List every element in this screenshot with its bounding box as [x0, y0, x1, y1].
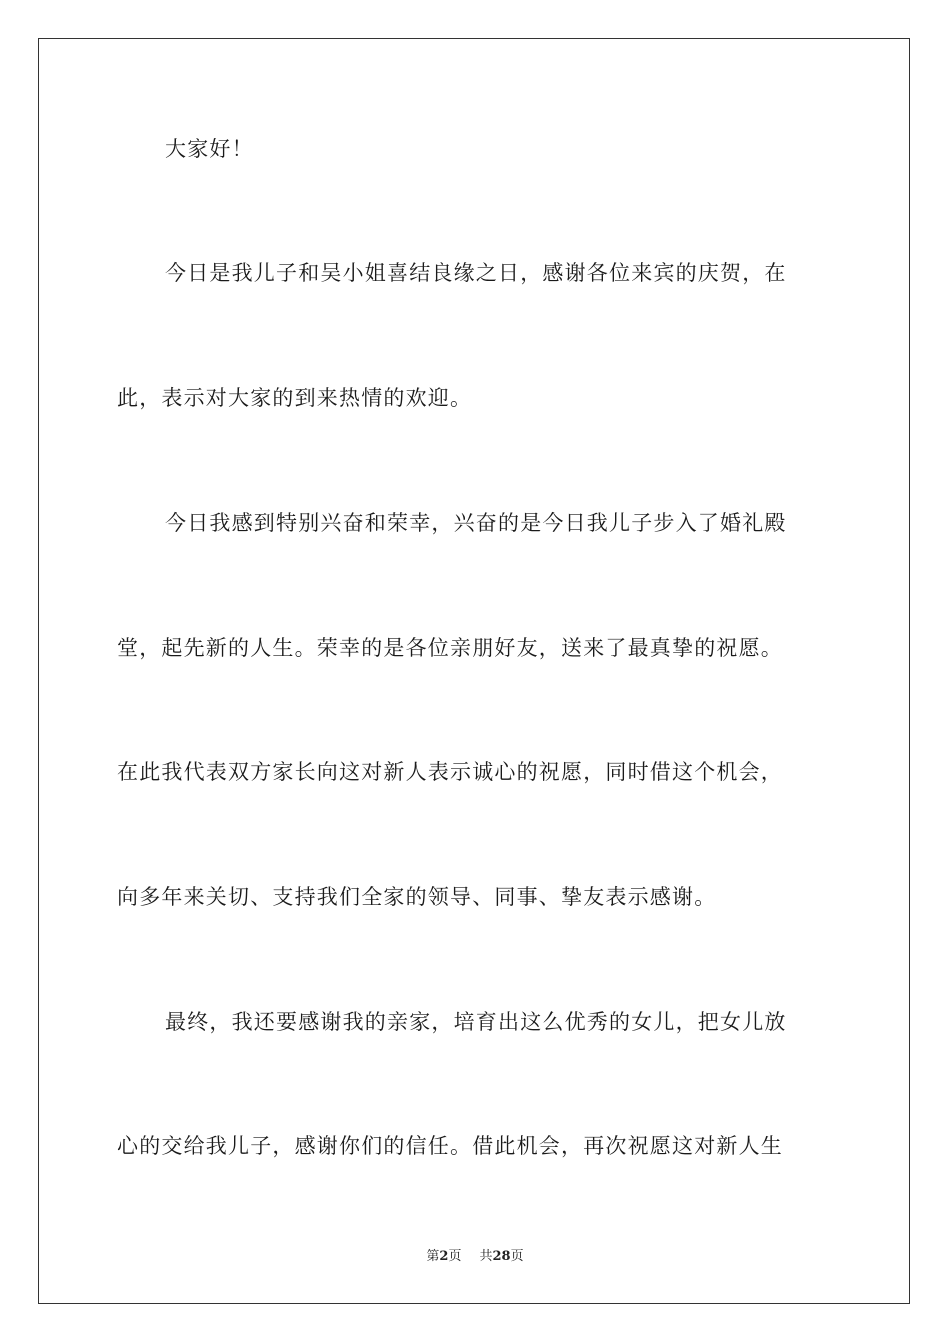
page-footer	[0, 1247, 950, 1267]
total-prefix: 共	[479, 1249, 493, 1264]
paragraph-line: 在此我代表双方家长向这对新人表示诚心的祝愿，同时借这个机会，	[117, 760, 783, 784]
page-suffix: 页	[448, 1249, 462, 1264]
page-border	[38, 38, 910, 1304]
paragraph-line: 今日是我儿子和吴小姐喜结良缘之日，感谢各位来宾的庆贺，在	[165, 261, 787, 285]
page-number: 2	[439, 1249, 449, 1264]
total-pages: 28	[492, 1249, 511, 1264]
paragraph-line: 今日我感到特别兴奋和荣幸，兴奋的是今日我儿子步入了婚礼殿	[165, 511, 787, 535]
total-suffix: 页	[510, 1249, 524, 1264]
paragraph-line: 心的交给我儿子，感谢你们的信任。借此机会，再次祝愿这对新人生	[117, 1134, 783, 1158]
paragraph-greeting: 大家好！	[165, 137, 254, 161]
paragraph-line: 最终，我还要感谢我的亲家，培育出这么优秀的女儿，把女儿放	[165, 1010, 787, 1034]
paragraph-line: 向多年来关切、支持我们全家的领导、同事、挚友表示感谢。	[117, 885, 717, 909]
page-prefix: 第	[426, 1249, 440, 1264]
paragraph-line: 此，表示对大家的到来热情的欢迎。	[117, 386, 473, 410]
paragraph-line: 堂，起先新的人生。荣幸的是各位亲朋好友，送来了最真挚的祝愿。	[117, 636, 783, 660]
